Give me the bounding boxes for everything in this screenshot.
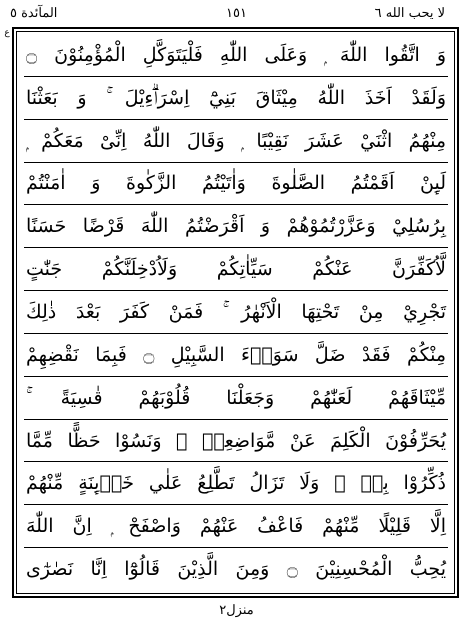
text-line: وَ اتَّقُوا اللّٰهَ ۭ وَعَلَى اللّٰهِ فَلْيَتَوَكَّلِ الْمُؤْمِنُوْنَ ۝ xyxy=(24,34,448,77)
page-number: ١٥١ xyxy=(226,6,247,21)
text-line: لَّاُكَفِّرَنَّ عَنْكُمْ سَيِّاٰتِكُمْ وَلَاُدْخِلَنَّكُمْ جَنّٰتٍ xyxy=(24,248,448,291)
text-line: وَلَقَدْ اَخَذَ اللّٰهُ مِيْثَاقَ بَنِيْٓ اِسْرَاۗءِيْلَ ۚ وَ بَعَثْنَا xyxy=(24,77,448,120)
verse-text-block xyxy=(24,34,448,590)
text-line: يُحِبُّ الْمُحْسِنِيْنَ ۝ وَمِنَ الَّذِيْنَ قَالُوْٓا اِنَّا نَصٰرٰٓى xyxy=(26,558,446,581)
header-surah-name: المآئدة ٥ xyxy=(10,6,58,21)
text-line: لَىِٕنْ اَقَمْتُمُ الصَّلٰوةَ وَاٰتَيْتُمُ الزَّكٰوةَ وَ اٰمَنْتُمْ xyxy=(24,163,448,206)
text-line: يُحَرِّفُوْنَ الْكَلِمَ عَنْ مَّوَاضِعِهٖ ۙ وَنَسُوْا حَظًّا مِّمَّا xyxy=(24,420,448,463)
text-line: بِرُسُلِيْ وَعَزَّرْتُمُوْهُمْ وَ اَقْرَضْتُمُ اللّٰهَ قَرْضًا حَسَنًا xyxy=(24,205,448,248)
text-line: اِلَّا قَلِيْلًا مِّنْهُمْ فَاعْفُ عَنْهُمْ وَاصْفَحْ ۭ اِنَّ اللّٰهَ xyxy=(24,505,448,548)
text-line: مِنْهُمُ اثْنَيْ عَشَرَ نَقِيْبًا ۭ وَقَالَ اللّٰهُ اِنِّىْ مَعَكُمْ ۭ xyxy=(24,120,448,163)
ruku-margin-mark: ع xyxy=(4,28,10,38)
header-juz-name: لا يحب الله ٦ xyxy=(374,6,445,21)
text-line: ذُكِّرُوْا بِهٖ ۚ وَلَا تَزَالُ تَطَّلِعُ عَلٰي خَاۗىِٕنَةٍ مِّنْهُمْ xyxy=(24,462,448,505)
text-line: تَجْرِيْ مِنْ تَحْتِهَا الْاَنْهٰرُ ۚ فَمَنْ كَفَرَ بَعْدَ ذٰلِكَ xyxy=(24,291,448,334)
text-line: مِّيْثَاقَهُمْ لَعَنّٰهُمْ وَجَعَلْنَا قُلُوْبَهُمْ قٰسِيَةً ۚ xyxy=(24,377,448,420)
manzil-footer: منزل٢ xyxy=(219,603,254,618)
text-line: مِنْكُمْ فَقَدْ ضَلَّ سَوَاۗءَ السَّبِيْلِ ۝ فَبِمَا نَقْضِهِمْ xyxy=(24,334,448,377)
